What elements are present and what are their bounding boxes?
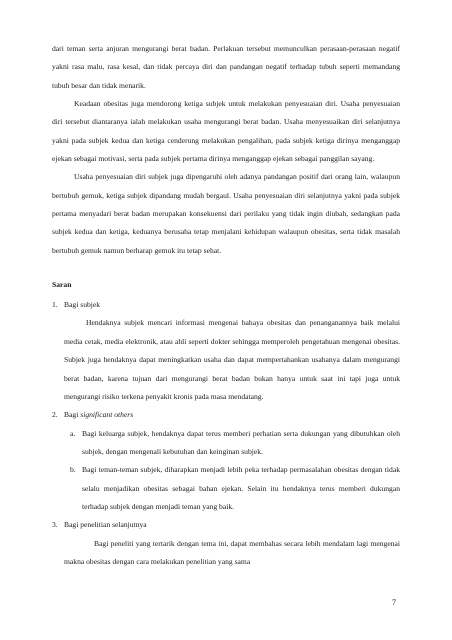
paragraph-positive-view: Usaha penyesuaian diri subjek juga dipengaruhi oleh adanya pandangan positif dari orang lain, walaupun bertubuh gemuk, ketiga subjek dipandang mudah bergaul. Usaha penyesuaian diri selanjutnya yakni pada subjek pertama menyadari berat badan merupakan konsekuensi dari perilaku yang tidak ingin diubah, sedangkan pada subjek kedua dan ketiga, keduanya berusaha tetap menjalani kehidupan walaupun obesitas, serta tidak masalah bertubuh gemuk namun berharap gemuk itu tetap sehat. — [52, 172, 400, 255]
sub-item-text: Bagi teman-teman subjek, diharapkan menjadi lebih peka terhadap permasalahan obesitas dengan tidak selalu menjadikan obesitas sebagai bahan ejekan. Selain itu hendaknya terus memberi dukungan terhadap subjek dengan menjadi teman yang baik. — [82, 465, 400, 511]
item-number: 1. — [52, 300, 58, 310]
section-heading-saran: Saran — [52, 280, 72, 290]
item-number: 2. — [52, 410, 58, 420]
paragraph-adjustment: Keadaan obesitas juga mendorong ketiga subjek untuk melakukan penyesuaian diri. Usaha penyesuaian diri tersebut diantaranya ialah melakukan usaha mengurangi berat badan. Usaha menyesuaikan diri selanjutnya yakni pada subjek kedua dan ketiga cenderung melakukan pengalihan, pada subjek ketiga dirinya menganggap ejekan sebagai motivasi, serta pada subjek pertama dirinya menganggap ejekan sebagai panggilan sayang. — [52, 99, 400, 164]
item-number: 3. — [52, 520, 58, 530]
item-title: Bagi subjek — [64, 300, 101, 310]
saran-sub-item-keluarga — [52, 425, 400, 462]
saran-item-significant-others — [52, 406, 400, 424]
saran-item-penelitian — [52, 516, 400, 534]
item-title-italic: significant others — [80, 410, 134, 420]
item-title-prefix: Bagi — [64, 410, 79, 420]
sub-item-text: Bagi keluarga subjek, hendaknya dapat terus memberi perhatian serta dukungan yang dibutuhkan oleh subjek, dengan mengenali kebutuhan dan keinginan subjek. — [82, 428, 400, 456]
saran-subjek-body: Hendaknya subjek mencari informasi mengenai bahaya obesitas dan penanganannya baik melalui media cetak, media elektronik, atau ahli seperti dokter sehingga memperoleh pengetahuan mengenai obesitas. Subjek juga hendaknya dapat meningkatkan usaha dan dapat mempertahankan usahanya dalam mengurangi berat badan, karena tujuan dari mengurangi berat badan bukan hanya untuk saat ini tapi juga untuk mengurangi risiko terkena penyakit kronis pada masa mendatang. — [64, 318, 400, 401]
item-title: Bagi penelitian selanjutnya — [64, 520, 147, 530]
body-text — [52, 40, 400, 571]
saran-penelitian-body: Bagi peneliti yang tertarik dengan tema ini, dapat membahas secara lebih mendalam lagi mengenai makna obesitas dengan cara melakukan penelitian yang sama — [64, 538, 400, 566]
saran-sub-item-teman — [52, 461, 400, 516]
paragraph-continuation: dari teman serta anjuran mengurangi berat badan. Perlakuan tersebut memunculkan perasaan-perasaan negatif yakni rasa malu, rasa kesal, dan tidak percaya diri dan pandangan negatif terhadap tubuh seperti memandang tubuh besar dan tidak menarik. — [52, 44, 400, 90]
sub-item-label: b. — [70, 465, 76, 475]
sub-item-label: a. — [70, 428, 76, 438]
page-number: 7 — [392, 598, 396, 607]
saran-item-subjek — [52, 296, 400, 314]
